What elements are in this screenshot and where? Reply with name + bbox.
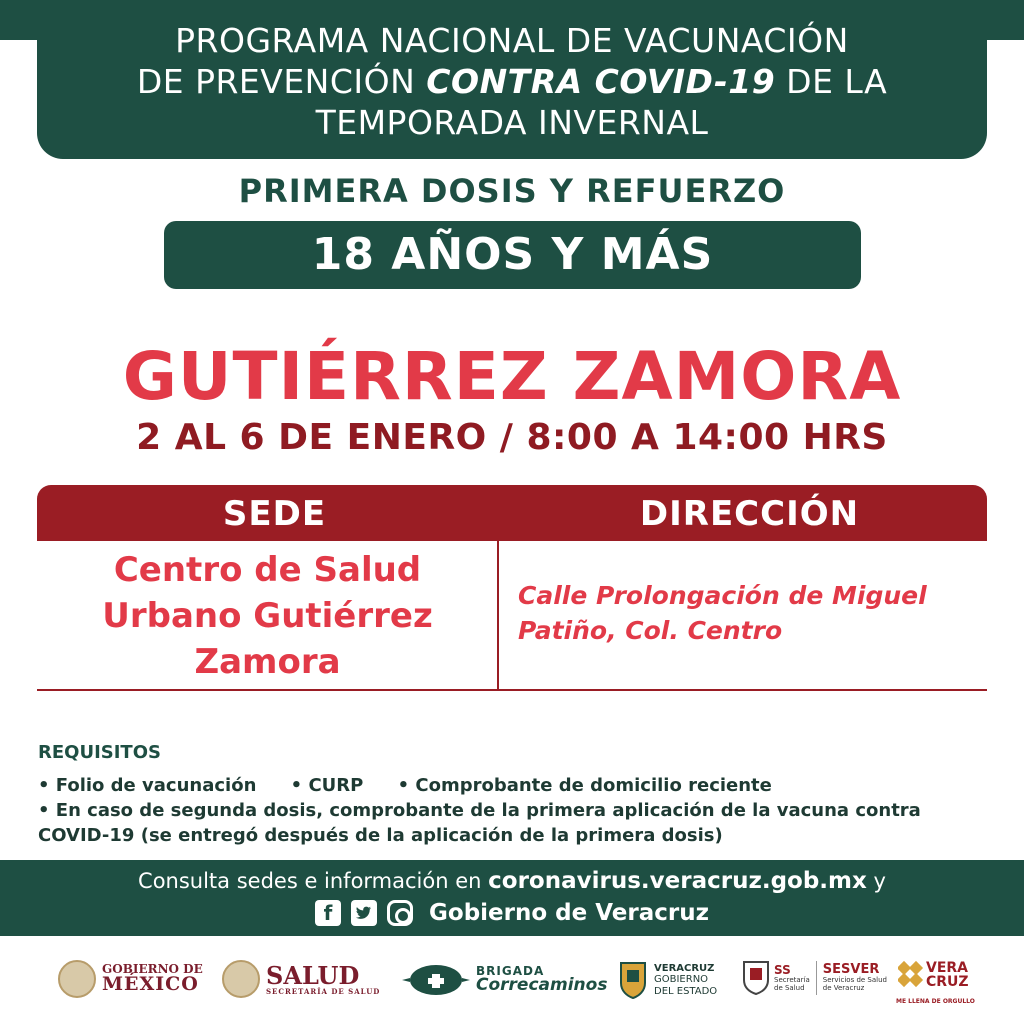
header-line-2-emph: CONTRA COVID-19 — [426, 62, 776, 101]
footer-consulta — [0, 868, 1024, 894]
ss-line-1: SS — [774, 962, 791, 977]
footer-consulta-pre: Consulta sedes e información en — [138, 869, 489, 893]
dates-hours: 2 AL 6 DE ENERO / 8:00 A 14:00 HRS — [136, 417, 888, 458]
requisitos-list — [38, 773, 988, 848]
logo-strip — [0, 950, 1024, 1020]
brigada-line-2: Correcaminos — [476, 975, 608, 996]
requisito-item: COVID-19 (se entregó después de la aplicación de la primera dosis) — [38, 825, 723, 846]
sede-line: Zamora — [194, 642, 341, 682]
header-line-3: TEMPORADA INVERNAL — [315, 103, 709, 142]
subtitle: PRIMERA DOSIS Y REFUERZO — [238, 172, 786, 210]
sesver-line-2: Servicios de Salud — [822, 976, 887, 985]
vera-line-1: VERA — [926, 960, 969, 976]
veracruz-gobierno-logo — [618, 960, 717, 1000]
footer-url-link[interactable]: coronavirus.veracruz.gob.mx — [488, 868, 867, 894]
twitter-icon[interactable] — [351, 900, 377, 926]
ss-sesver-logo — [742, 960, 887, 996]
veracruz-pattern-icon — [898, 960, 924, 990]
direccion-cell — [518, 578, 988, 648]
sesver-line-1: SESVER — [822, 962, 880, 978]
correcaminos-icon — [402, 960, 470, 1000]
veracruz-line-1: VERACRUZ — [654, 962, 715, 974]
ss-line-2: Secretaría — [774, 975, 810, 984]
sede-cell — [40, 547, 495, 685]
footer-bar — [0, 860, 1024, 936]
salud-seal-icon — [222, 960, 260, 998]
requisitos-row-1 — [38, 773, 988, 798]
veracruz-orgullo-logo — [898, 960, 969, 990]
header-line-2-post: DE LA — [775, 62, 888, 101]
footer-consulta-post: y — [866, 869, 886, 893]
veracruz-line-2: GOBIERNO — [654, 974, 709, 986]
requisito-item: • Comprobante de domicilio reciente — [397, 775, 772, 796]
mexico-seal-icon — [58, 960, 96, 998]
facebook-icon[interactable]: f — [315, 900, 341, 926]
brigada-correcaminos-logo — [402, 960, 607, 1000]
instagram-icon[interactable] — [387, 900, 413, 926]
ss-line-3: de Salud — [774, 983, 805, 992]
city-title: GUTIÉRREZ ZAMORA — [122, 338, 902, 415]
salud-logo — [222, 960, 380, 998]
logo-divider — [816, 961, 817, 995]
brigada-line-1: BRIGADA — [476, 963, 545, 978]
gob-mexico-line-1: GOBIERNO DE — [102, 961, 203, 976]
vera-line-3: ME LLENA DE ORGULLO — [896, 998, 975, 1005]
table-bottom-border — [37, 689, 987, 691]
requisito-item: • CURP — [290, 775, 364, 796]
ss-shield-icon — [742, 960, 770, 996]
gobierno-mexico-logo — [58, 960, 203, 998]
requisito-item: • Folio de vacunación — [38, 775, 257, 796]
col-sede-header: SEDE — [222, 494, 327, 534]
sede-line: Urbano Gutiérrez — [102, 596, 433, 636]
table-divider — [497, 541, 499, 691]
sede-line: Centro de Salud — [113, 550, 422, 590]
veracruz-line-3: DEL ESTADO — [654, 985, 718, 997]
header-title — [37, 0, 987, 159]
table-header — [37, 485, 987, 541]
direccion-line: Patiño, Col. Centro — [518, 616, 783, 645]
header-line-1: PROGRAMA NACIONAL DE VACUNACIÓN — [175, 21, 849, 60]
footer-social — [0, 900, 1024, 926]
gob-mexico-line-2: MÉXICO — [102, 973, 199, 996]
direccion-line: Calle Prolongación de Miguel — [518, 581, 927, 610]
requisitos-title: REQUISITOS — [38, 742, 161, 763]
requisito-item: • En caso de segunda dosis, comprobante de la primera aplicación de la vacuna contra — [38, 800, 921, 821]
col-direccion-header: DIRECCIÓN — [639, 494, 860, 534]
veracruz-shield-icon — [618, 960, 648, 1000]
salud-line-1: SALUD — [266, 960, 360, 990]
salud-line-2: SECRETARÍA DE SALUD — [266, 986, 381, 996]
header-line-2 — [37, 61, 987, 102]
sesver-line-3: de Veracruz — [822, 984, 865, 993]
age-badge: 18 AÑOS Y MÁS — [164, 221, 861, 289]
footer-gobierno: Gobierno de Veracruz — [429, 900, 709, 926]
header-line-2-pre: DE PREVENCIÓN — [136, 62, 427, 101]
vera-line-2: CRUZ — [926, 974, 969, 990]
